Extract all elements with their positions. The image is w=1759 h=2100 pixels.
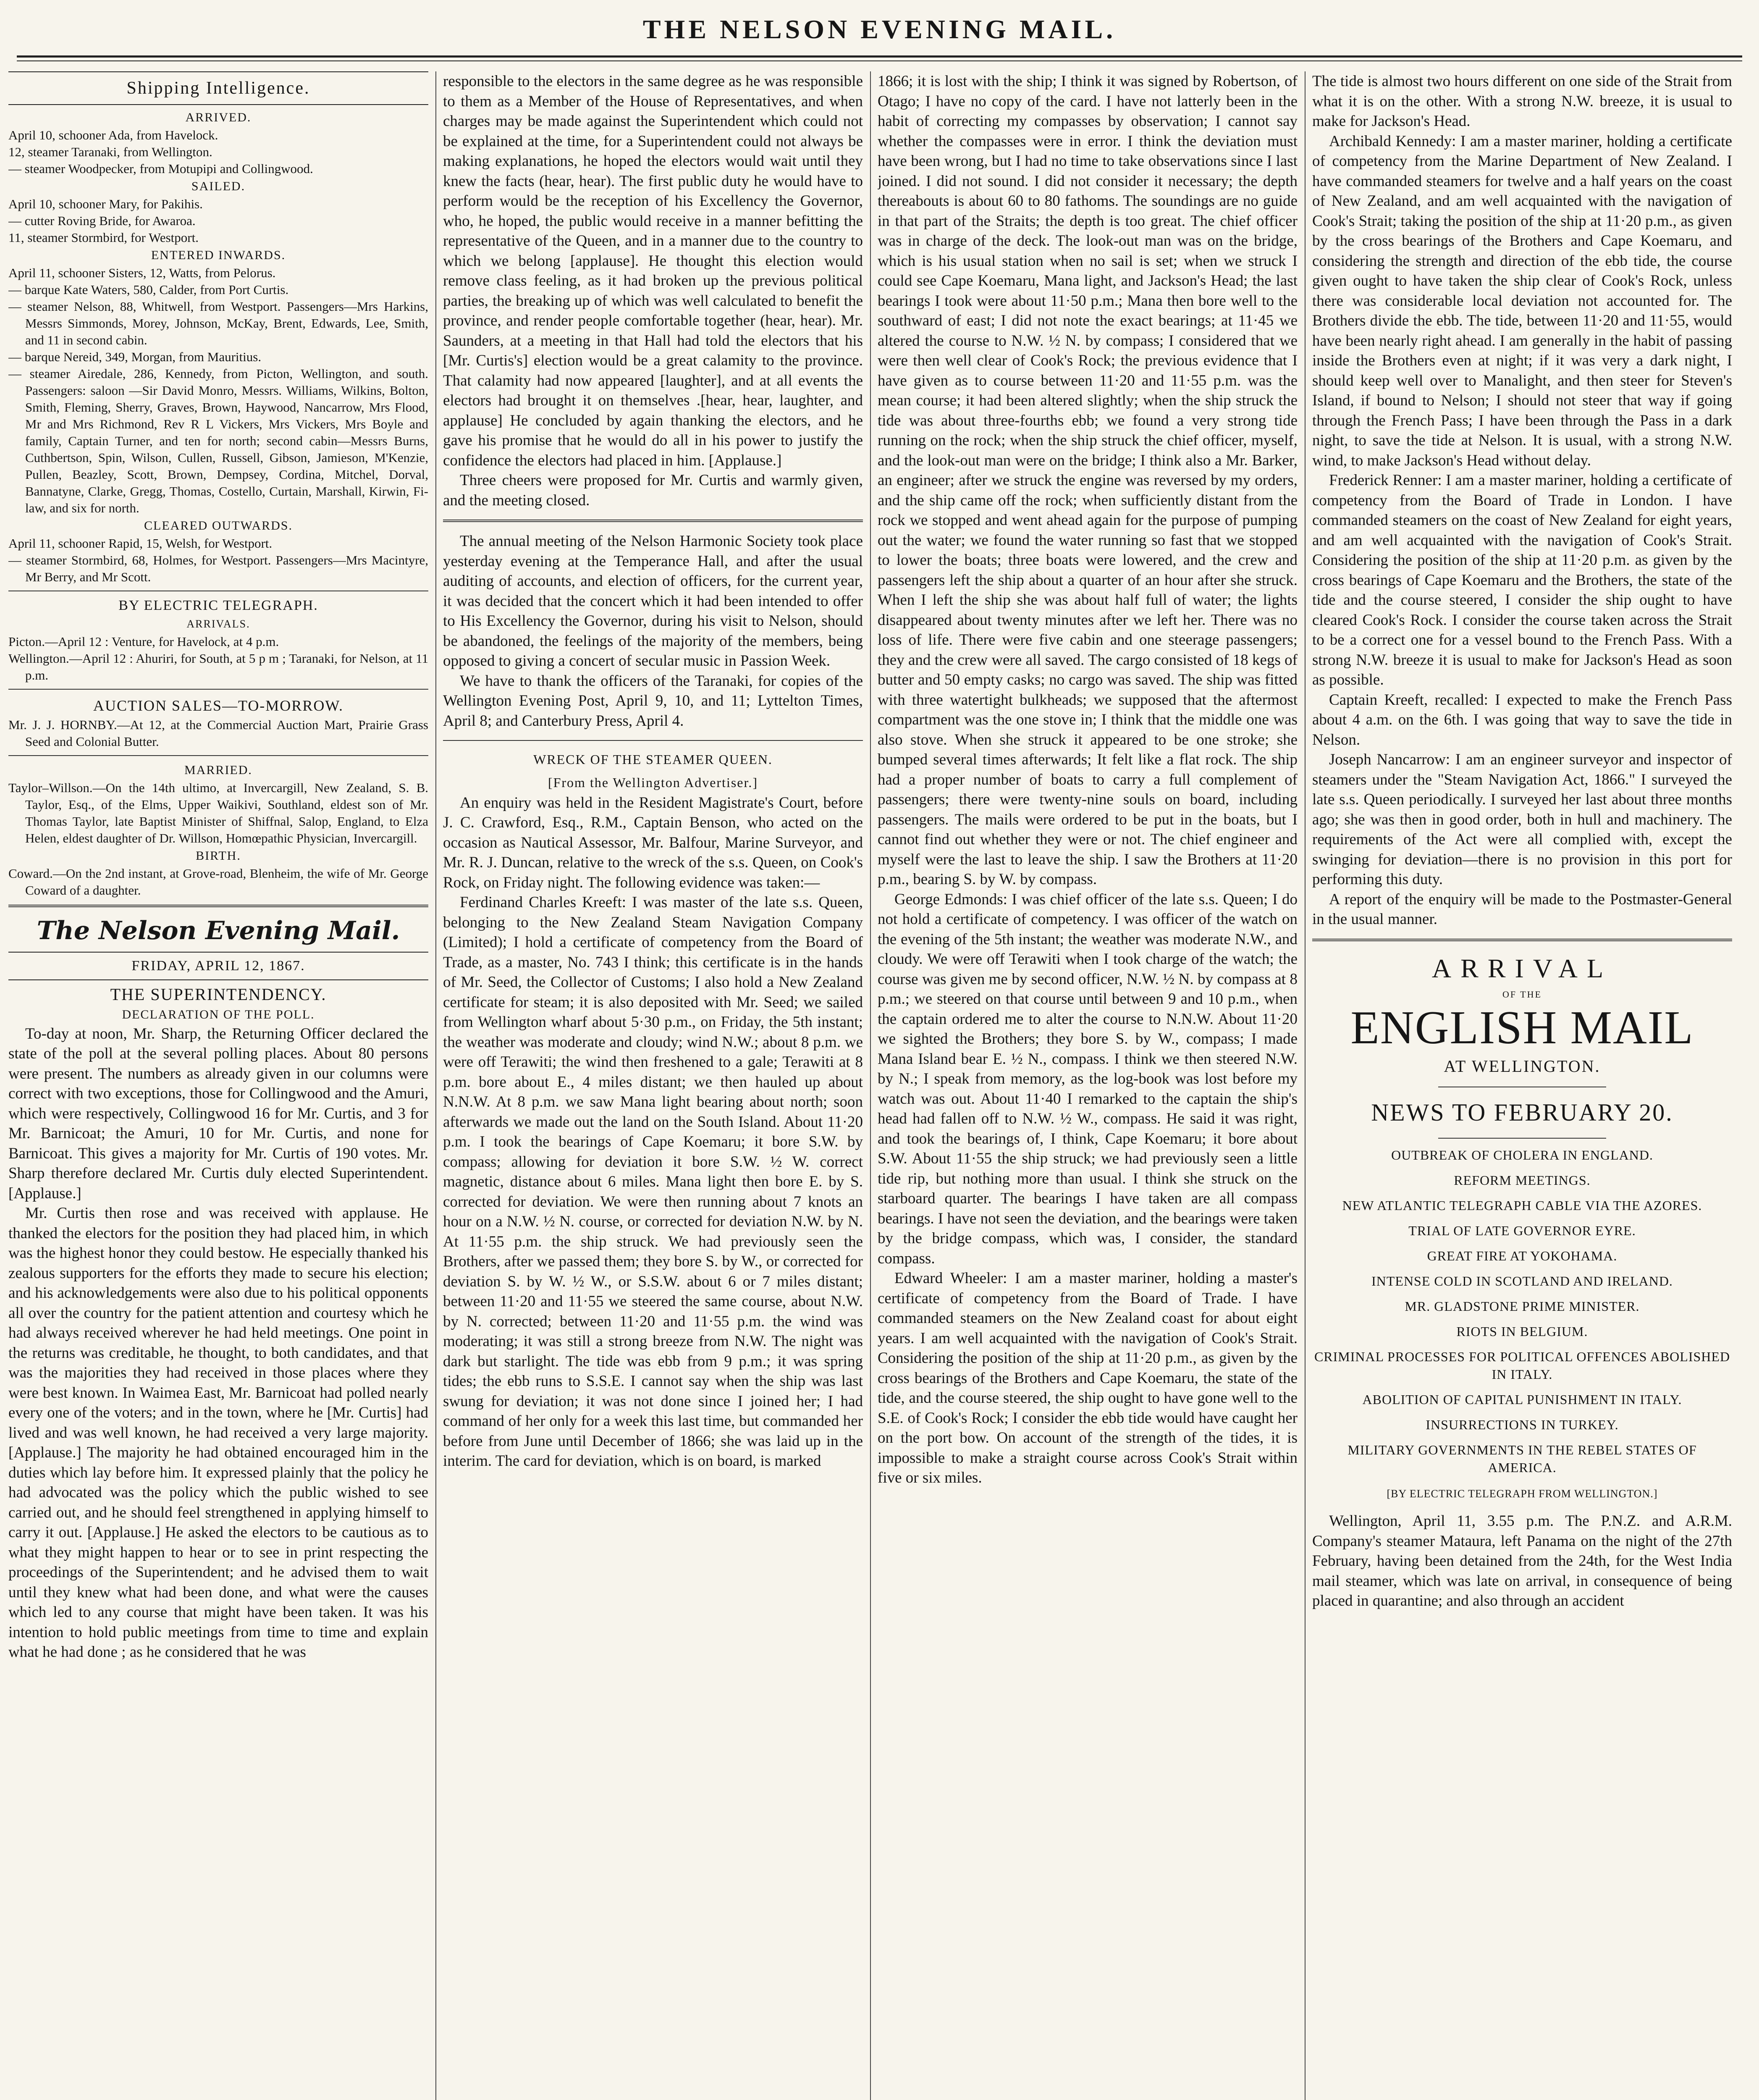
list-item: — steamer Stormbird, 68, Holmes, for Westport. Passengers—Mrs Macintyre, Mr Berry, and Mr Scott.	[8, 553, 428, 584]
article-paragraph: Joseph Nancarrow: I am an engineer surveyor and inspector of steamers under the "Steam Navigation Act, 1866." I surveyed the late s.s. Queen periodically. I surveyed her last about three months ago; she was then in good order, both in hull and machinery. The requirements of the Act were all complied with, except the swinging for deviation—there is no provision in this port for performing this duty.	[1312, 751, 1732, 888]
arrived-heading: ARRIVED.	[185, 110, 252, 124]
divider	[8, 905, 428, 907]
married-notice: Taylor–Willson.—On the 14th ultimo, at Invercargill, New Zealand, S. B. Taylor, Esq., of the Elms, Upper Waikivi, Southland, eldest son of Mr. Thomas Taylor, late Baptist Minister of Shiffnal, Salop, England, to Elza Helen, eldest daughter of Dr. Willson, Homœpathic Physician, Invercargill.	[8, 780, 428, 845]
column-rule	[435, 71, 436, 2100]
article-paragraph: An enquiry was held in the Resident Magistrate's Court, before J. C. Crawford, Esq., R.M., Captain Benson, who acted on the occasion as Nautical Assessor, Mr. Balfour, Marine Surveyor, and Mr. R. J. Duncan, relative to the wreck of the s.s. Queen, on Cook's Rock, on Friday night. The following evidence was taken:—	[443, 794, 863, 891]
list-item: April 11, schooner Rapid, 15, Welsh, for Westport.	[8, 536, 273, 551]
article-paragraph: Captain Kreeft, recalled: I expected to make the French Pass about 4 a.m. on the 6th. I was going that way to save the tide in Nelson.	[1312, 691, 1732, 748]
headline: CRIMINAL PROCESSES FOR POLITICAL OFFENCES ABOLISHED IN ITALY.	[1314, 1349, 1730, 1382]
article-paragraph: Edward Wheeler: I am a master mariner, holding a master's certificate of competency from the Board of Trade. I have commanded steamers on the New Zealand coast for about eight years. I am well acquainted with the navigation of Cook's Strait. Considering the position of the ship at 11·20 p.m., as given by the cross bearings of the Brothers and Cape Koemaru, the state of the tide, and the course steered, the ship ought to have gone well to the S.E. of Cook's Rock; I consider the ebb tide would have caught her on the port bow. On account of the strength of the tides, it is impossible to make a straight course across Cook's Strait within five or six miles.	[878, 1270, 1298, 1486]
headline: NEW ATLANTIC TELEGRAPH CABLE VIA THE AZORES.	[1342, 1197, 1702, 1213]
article-paragraph: George Edmonds: I was chief officer of the late s.s. Queen; I do not hold a certificate of competency. I was officer of the watch on the evening of the 5th instant; the weather was moderate N.W., and cloudy. We were off Terawiti when I took charge of the watch; the course was given me by second officer, N.W. ½ N. by compass at 8 p.m.; we steered on that course until between 9 and 10 p.m., when the captain ordered me to alter the course to N.N.W. About 11·20 we sighted the Brothers; they bore S. by W., compass; I made Mana Island bear E. ½ N., compass. I think we then steered N.W. by N.; I speak from memory, as the log-book was lost before my watch was out. About 11·40 I remarked to the captain the ship's head had fallen off to N.W. ½ W., compass. He said it was right, and took the bearings of, I think, Cape Koemaru; it bore about S.W. About 11·55 the ship struck; we had previously seen a little tide rip, but nothing more than usual. I think she struck on the starboard quarter. The bearings I have taken are all compass bearings. I have not seen the deviation, and the bearings were taken by the bridge compass, which was, I consider, the standard compass.	[878, 890, 1298, 1267]
wreck-source: [From the Wellington Advertiser.]	[548, 775, 758, 790]
divider	[8, 689, 428, 690]
masthead-rule	[17, 60, 1742, 61]
divider	[443, 520, 863, 522]
list-item: 11, steamer Stormbird, for Westport.	[8, 230, 199, 245]
dateline: FRIDAY, APRIL 12, 1867.	[131, 958, 305, 974]
article-paragraph: 1866; it is lost with the ship; I think it was signed by Robertson, of Otago; I have no copy of the card. I have not latterly been in the habit of correcting my compasses by observation; I cannot say whether the compasses were in error. I think the deviation must have been wrong, but I had no time to take observations since I last joined. I did not sound. I did not consider it necessary; the depth thereabouts is about 60 to 80 fathoms. The soundings are no guide in that part of the Straits; the depth is too great. The chief officer was in charge of the deck. The look-out man was on the bridge, which is his usual station when no sail is set; when we struck I could see Cape Koemaru, Mana light, and Jackson's Head; the last bearings I took were about 11·50 p.m.; Mana then bore well to the southward of east; I did not note the exact bearings; at 11·45 we altered the course to N.W. ½ N. by compass; I considered that we were then well clear of Cook's Rock; the previous evidence that I have given as to course between 11·20 and 11·55 p.m. was the mean course; it had been altered slightly; when the ship struck the tide was about three-fourths ebb; we found a very strong tide running on the rock; when the ship struck the chief officer, myself, and the look-out man were on the bridge; I think also a Mr. Barker, an engineer; after we struck the engine was reversed by my orders, and the ship came off the rock; when sufficiently distant from the rock we stopped and went ahead again for the purpose of pumping out the water; we found the water running so fast that we stopped to lower the boats; three boats were lowered, and the crew and passengers left the ship about a quarter of an hour after she struck. When I left the ship she was about half full of water; the lights disappeared about twenty minutes after we left her. There was no loss of life. There were five cabin and one steerage passengers; they and the crew were all saved. The cargo consisted of 18 kegs of butter and 50 empty casks; no cargo was saved. The ship was fitted with three watertight bulkheads; we supposed that the aftermost compartment was the one stove in; I think that the middle one was also stove. When she struck it appeared to be one stroke; she bumped several times afterwards; It felt like a flat rock. The ship had a proper number of boats to carry a full complement of passengers; there were twenty-nine souls on board, including passengers. The mails were ordered to be put in the boats, but I cannot find out whether they were or not. The chief engineer and myself were the last to leave the ship. I saw the Brothers at 11·20 p.m., bearing S. by W. by compass.	[878, 73, 1298, 888]
divider	[8, 755, 428, 756]
list-item: Wellington.—April 12 : Ahuriri, for South, at 5 p m ; Taranaki, for Nelson, at 11 p.m.	[8, 651, 428, 682]
article-paragraph: To-day at noon, Mr. Sharp, the Returning Officer declared the state of the poll at the several polling places. About 80 persons were present. The numbers as already given in our columns were correct with two exceptions, those for Collingwood and the Amuri, which were respectively, Collingwood 16 for Mr. Curtis, and 3 for Mr. Barnicoat; the Amuri, 10 for Mr. Curtis, and none for Barnicoat. This gives a majority for Mr. Curtis of 190 votes. Mr. Sharp therefore declared Mr. Curtis duly elected Superintendent. [Applause.]	[8, 1025, 428, 1202]
news-date-heading: NEWS TO FEBRUARY 20.	[1371, 1098, 1673, 1126]
telegraph-arrivals-heading: ARRIVALS.	[186, 618, 250, 630]
auction-heading: AUCTION SALES—TO-MORROW.	[93, 697, 344, 714]
list-item: 12, steamer Taranaki, from Wellington.	[8, 144, 212, 159]
column-2	[443, 71, 863, 2100]
list-item: — steamer Nelson, 88, Whitwell, from Westport. Passengers—Mrs Harkins, Messrs Simmonds, Morey, Johnson, McKay, Brent, Edwards, Lee, Smith, and 11 in second cabin.	[8, 299, 428, 347]
english-mail-location: AT WELLINGTON.	[1444, 1056, 1601, 1076]
arrived-list	[8, 127, 428, 177]
wreck-heading: WRECK OF THE STEAMER QUEEN.	[533, 752, 773, 767]
married-heading: MARRIED.	[184, 763, 252, 777]
article-paragraph: The annual meeting of the Nelson Harmonic Society took place yesterday evening at the Temperance Hall, and after the usual auditing of accounts, and election of officers, for the current year, it was decided that the concert which it had been intended to offer to His Excellency the Governor, during his visit to Nelson, should be abandoned, the feelings of the majority of the members, being opposed to giving a concert of secular music in Passion Week.	[443, 533, 863, 669]
headline: OUTBREAK OF CHOLERA IN ENGLAND.	[1391, 1147, 1653, 1163]
article-paragraph: Wellington, April 11, 3.55 p.m. The P.N.Z. and A.R.M. Company's steamer Mataura, left Panama on the night of the 27th February, having been detained from the 24th, for the West India mail steamer, which was late on arrival, in consequence of being placed in quarantine; and also through an accident	[1312, 1512, 1732, 1609]
list-item: April 10, schooner Ada, from Havelock.	[8, 128, 218, 142]
telegraph-list	[8, 633, 428, 684]
entered-heading: ENTERED INWARDS.	[151, 248, 286, 262]
article-paragraph: Mr. Curtis then rose and was received with applause. He thanked the electors for the position they had placed him, in which was the highest honor they could bestow. He especially thanked his zealous supporters for the efforts they made to secure his election; and his acknowledgements were also due to his political opponents all over the country for the patient attention and courtesy which he had always received wherever he had held meetings. One point in the returns was creditable, he thought, to both candidates, and that was the majorities they had received in those places where they were best known. In Waimea East, Mr. Barnicoat had polled nearly every one of the voters; and in the town, where he [Mr. Curtis] had lived and was well known, he had received a very large majority. [Applause.] The majority he had obtained encouraged him in the duties which lay before him. It expressed plainly that the policy he had advocated was the policy which the public wished to see carried out, and he should feel strengthened in applying himself to carry it out. [Applause.] He asked the electors to be cautious as to what they might happen to hear or to see in print respecting the proceedings of the Superintendent; and he advised them to wait until they knew what had been done, and what were the causes which led to any course that might have been taken. It was his intention to hold public meetings from time to time and explain what he had done ; as he considered that he was	[8, 1205, 428, 1661]
article-paragraph: Three cheers were proposed for Mr. Curtis and warmly given, and the meeting closed.	[443, 472, 863, 509]
sailed-heading: SAILED.	[191, 179, 246, 193]
masthead-title: THE NELSON EVENING MAIL.	[642, 14, 1117, 44]
auction-notice: Mr. J. J. HORNBY.—At 12, at the Commercial Auction Mart, Prairie Grass Seed and Colonial Butter.	[8, 717, 428, 749]
list-item: — barque Kate Waters, 580, Calder, from Port Curtis.	[8, 282, 289, 297]
cleared-list	[8, 535, 428, 585]
list-item: — barque Nereid, 349, Morgan, from Mauritius.	[8, 349, 262, 364]
birth-heading: BIRTH.	[196, 849, 241, 863]
superintendency-heading: THE SUPERINTENDENCY.	[110, 984, 327, 1004]
article-paragraph: responsible to the electors in the same degree as he was responsible to them as a Member of the House of Representatives, and when charges may be made against the Superintendent which could not be explained at the time, for a Superintendent could not always be making explanations, he hoped the electors would wait until they knew the facts (hear, hear). The first public duty he would have to perform would be the reception of his Excellency the Governor, who, he hoped, the public would receive in a manner befitting the representative of the Queen, and in a manner due to the country to which we belong [applause]. He thought this election would remove class feeling, as it had broken up the previous political parties, the breaking up of which was well calculated to benefit the province, and render people comfortable together (hear, hear). Mr. Saunders, at a meeting in that Hall had told the electors that his [Mr. Curtis's] election would be a great calamity to the province. That calamity had now appeared [laughter], and at all events the electors had brought it on themselves .[hear, hear, laughter, and applause] He concluded by again thanking the electors, and he gave his promise that he would do all in his power to justify the confidence the electors had placed in him. [Applause.]	[443, 73, 863, 469]
list-item: — steamer Airedale, 286, Kennedy, from Picton, Wellington, and south. Passengers: saloon —Sir David Monro, Messrs. Williams, Wilkins, Bolton, Smith, Fleming, Sherry, Graves, Brown, Haywood, Nancarrow, Mrs Flood, Mr and Mrs Richmond, Rev R L Vickers, Mrs Vickers, Mrs Boyle and family, Captain Turner, and ten for north; second cabin—Messrs Burns, Cuthbertson, Spin, Wilson, Cullen, Russell, Gibson, Jamieson, M'Kenzie, Pullen, Beazley, Scott, Brown, Dempsey, Cordina, Mitchel, Dorval, Bannatyne, Clarke, Gregg, Thomas, Costello, Curtain, Marshall, Kirwin, Fi-law, and six for north.	[8, 366, 428, 515]
masthead-rule	[17, 55, 1742, 58]
column-1	[8, 71, 428, 2100]
list-item: Picton.—April 12 : Venture, for Havelock, at 4 p.m.	[8, 634, 279, 649]
headline: MR. GLADSTONE PRIME MINISTER.	[1405, 1298, 1640, 1314]
cleared-heading: CLEARED OUTWARDS.	[144, 519, 293, 533]
english-mail-title: ENGLISH MAIL	[1350, 1001, 1694, 1054]
list-item: — steamer Woodpecker, from Motupipi and Collingwood.	[8, 161, 313, 176]
column-4	[1312, 71, 1732, 2100]
headline: ABOLITION OF CAPITAL PUNISHMENT IN ITALY.	[1362, 1391, 1682, 1407]
birth-notice: Coward.—On the 2nd instant, at Grove-road, Blenheim, the wife of Mr. George Coward of a daughter.	[8, 866, 428, 898]
article-paragraph: The tide is almost two hours different on one side of the Strait from what it is on the other. With a strong N.W. breeze, it is usual to make for Jackson's Head.	[1312, 73, 1732, 130]
column-rule	[870, 71, 871, 2100]
headline: RIOTS IN BELGIUM.	[1456, 1323, 1588, 1339]
poll-subheading: DECLARATION OF THE POLL.	[122, 1007, 315, 1021]
headline: INSURRECTIONS IN TURKEY.	[1426, 1417, 1619, 1432]
list-item: April 11, schooner Sisters, 12, Watts, from Pelorus.	[8, 265, 276, 280]
english-mail-ofthe: OF THE	[1502, 989, 1542, 1000]
headline: REFORM MEETINGS.	[1454, 1172, 1591, 1188]
telegraph-heading: BY ELECTRIC TELEGRAPH.	[118, 598, 318, 613]
shipping-heading: Shipping Intelligence.	[126, 79, 310, 98]
headline: INTENSE COLD IN SCOTLAND AND IRELAND.	[1371, 1273, 1673, 1289]
article-paragraph: Ferdinand Charles Kreeft: I was master of the late s.s. Queen, belonging to the New Zealand Steam Navigation Company (Limited); I hold a certificate of competency from the Board of Trade, as a master, No. 743 I think; this certificate is in the hands of Mr. Seed, the Collector of Customs; I also hold a New Zealand certificate for steam; it is also deposited with Mr. Seed; we sailed from Wellington wharf about 5·30 p.m., on Friday, the 5th instant; the weather was moderate and cloudy; wind N.W.; about 8 p.m. we were off Terawiti; the wind then freshened to a gale; Terawiti at 8 p.m. bore about E., 4 miles distant; we then hauled up about N.N.W. At 8 p.m. we saw Mana light bearing about north; soon afterwards we made out the land on the South Island. About 11·20 p.m. I took the bearings of Cape Koemaru; it bore S.W. by compass; allowing for deviation it bore S.W. ½ W. correct magnetic, distance about 6 miles. Mana light then bore E. by S. corrected for deviation. We were then running about 7 knots an hour on a N.W. ½ N. course, or corrected for deviation N.W. by N. At 11·55 p.m. the ship struck. We had previously seen the Brothers, after we passed them; they bore S. by W., or corrected for deviation S. by W. ½ W., or S.S.W. about 6 or 7 miles distant; between 11·20 and 11·55 we steered the same course, about N.W. by N. corrected; between 11·20 and 11·55 p.m. the wind was moderating; it was still a strong breeze from N.W. The night was dark but starlight. The tide was ebb from 9 p.m.; it was spring tides; the ebb runs to S.S.E. I cannot say when the ship was last swung for deviation; it was not done since I joined her; I had command of her only for a week this last time, but commanded her before from June until December of 1866; she was laid up in the interim. The card for deviation, which is on board, is marked	[443, 894, 863, 1470]
list-item: April 10, schooner Mary, for Pakihis.	[8, 197, 203, 211]
list-item: — cutter Roving Bride, for Awaroa.	[8, 213, 196, 228]
headline: MILITARY GOVERNMENTS IN THE REBEL STATES OF AMERICA.	[1347, 1442, 1697, 1475]
paper-nameplate: The Nelson Evening Mail.	[37, 916, 400, 945]
divider	[1438, 1138, 1606, 1139]
masthead	[17, 8, 1742, 63]
headline: TRIAL OF LATE GOVERNOR EYRE.	[1408, 1223, 1636, 1238]
english-mail-arrival: ARRIVAL	[1431, 953, 1613, 983]
sailed-list	[8, 196, 428, 246]
column-3	[878, 71, 1298, 2100]
divider	[1312, 939, 1732, 941]
divider	[443, 740, 863, 741]
article-paragraph: We have to thank the officers of the Taranaki, for copies of the Wellington Evening Post, April 9, 10, and 11; Lyttelton Times, April 8; and Canterbury Press, April 4.	[443, 672, 863, 730]
entered-list	[8, 265, 428, 517]
article-paragraph: Archibald Kennedy: I am a master mariner, holding a certificate of competency from the Marine Department of New Zealand. I have commanded steamers for twelve and a half years on the coast of New Zealand, and am well acquainted with the navigation of Cook's Strait; taking the position of the ship at 11·20 p.m., as given by the cross bearings of the Brothers and Cape Koemaru, and considering the strength and direction of the ebb tide, the course given ought to have taken the ship clear of Cook's Rock, unless there was considerable local deviation not accounted for. The Brothers divide the ebb. The tide, between 11·20 and 11·55, would have been nearly right ahead. I am generally in the habit of passing inside the Brothers even at night; if it was very a dark night, I should keep well over to Manalight, and then steer for Steven's Island, if bound to Nelson; I should not steer that way if going through the French Pass; I have been through the Pass in a dark night, to save the tide at Nelson. It is usual, with a strong N.W. wind, to make Jackson's Head without delay.	[1312, 132, 1732, 469]
telegraph-note: [BY ELECTRIC TELEGRAPH FROM WELLINGTON.]	[1387, 1487, 1658, 1500]
headline: GREAT FIRE AT YOKOHAMA.	[1427, 1248, 1617, 1263]
article-paragraph: A report of the enquiry will be made to the Postmaster-General in the usual manner.	[1312, 890, 1732, 928]
article-paragraph: Frederick Renner: I am a master mariner, holding a certificate of competency from the Board of Trade in London. I have commanded steamers on the coast of New Zealand for eight years, and am well acquainted with the navigation of Cook's Strait. Considering the position of the ship at 11·20 p.m. as given by the cross bearings of Cape Koemaru and the Brothers, the state of the tide and the course steered, I consider the ship ought to have cleared Cook's Rock. I consider the course taken across the Strait to be a correct one for a vessel bound to the French Pass. With a strong N.W. breeze it is usual to make for Jackson's Head as soon as possible.	[1312, 472, 1732, 688]
